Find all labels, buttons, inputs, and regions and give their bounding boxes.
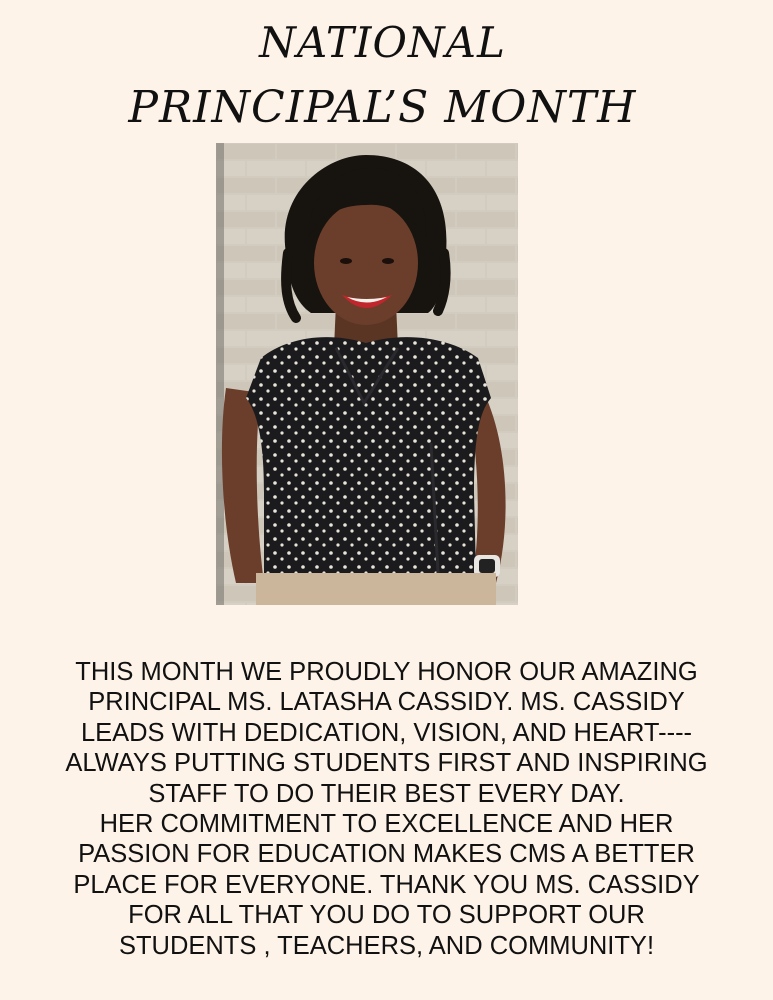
- message-line: PLACE FOR EVERYONE. THANK YOU MS. CASSIDY: [73, 870, 700, 899]
- message-line: PRINCIPAL MS. LATASHA CASSIDY. MS. CASSIDY: [88, 688, 685, 717]
- message-line: STAFF TO DO THEIR BEST EVERY DAY.: [148, 779, 625, 808]
- message-line: THIS MONTH WE PROUDLY HONOR OUR AMAZING: [75, 658, 698, 686]
- message-line: ALWAYS PUTTING STUDENTS FIRST AND INSPIRING: [65, 749, 708, 778]
- message-line: LEADS WITH DEDICATION, VISION, AND HEART----: [80, 718, 693, 747]
- message-line: HER COMMITMENT TO EXCELLENCE AND HER: [99, 810, 674, 839]
- page-title-line-1: NATIONAL: [259, 18, 506, 67]
- message-line: FOR ALL THAT YOU DO TO SUPPORT OUR: [128, 901, 645, 930]
- message-line: PASSION FOR EDUCATION MAKES CMS A BETTER: [78, 840, 695, 869]
- principal-photo: [216, 143, 518, 605]
- tribute-message: [20, 657, 753, 961]
- page-title-line-2: PRINCIPAL’S MONTH: [128, 82, 637, 133]
- message-line: STUDENTS , TEACHERS, AND COMMUNITY!: [118, 931, 655, 960]
